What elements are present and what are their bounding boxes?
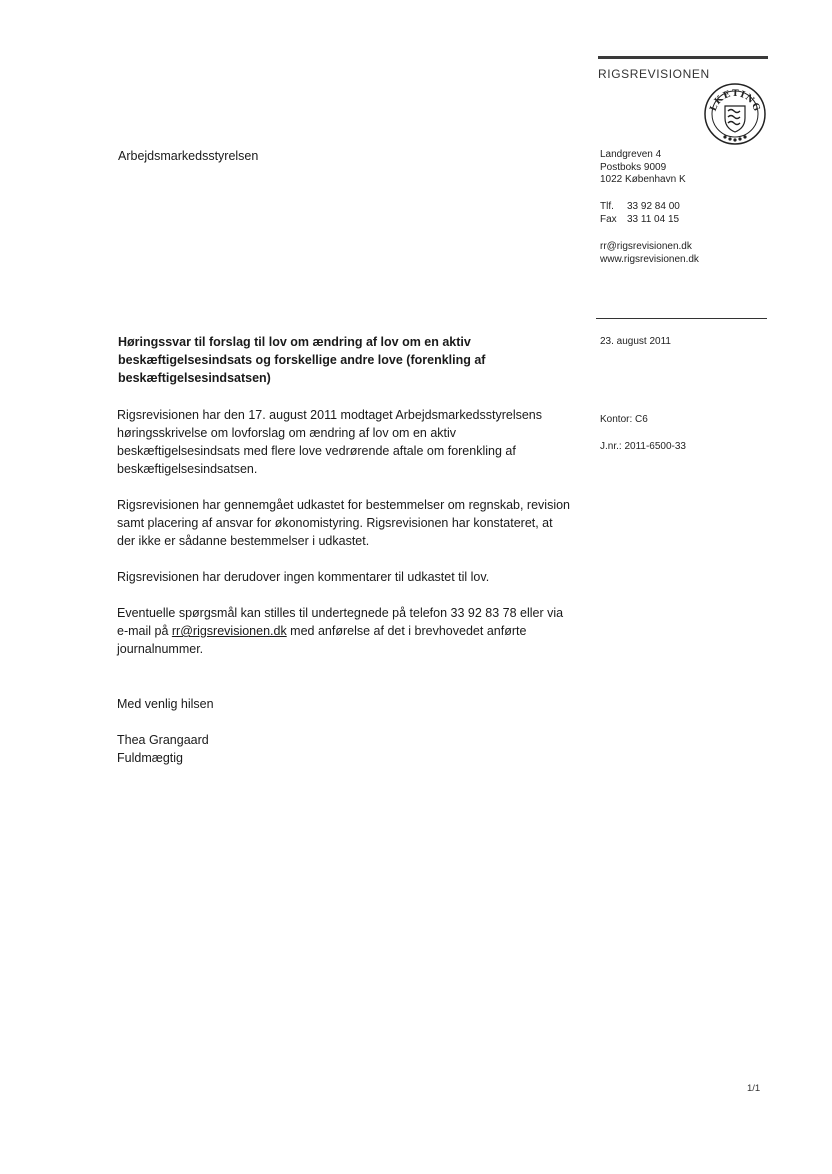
phone-line bbox=[600, 201, 680, 214]
contact-email-link[interactable]: rr@rigsrevisionen.dk bbox=[171, 624, 287, 638]
sender-online bbox=[600, 241, 699, 266]
body-paragraph-2: Rigsrevisionen har gennemgået udkastet for bestemmelser om regnskab, revision samt placering af ansvar for økonomistyring. Rigsrevisionen har konstateret, at der ikke er sådanne bestemmelser i udkastet. bbox=[117, 498, 571, 548]
sender-address bbox=[600, 149, 686, 187]
sidebar-rule bbox=[596, 318, 767, 319]
closing-greeting: Med venlig hilsen bbox=[117, 697, 214, 711]
phone-number: 33 92 84 00 bbox=[627, 201, 680, 212]
signer-title: Fuldmægtig bbox=[117, 751, 183, 765]
contact-text-before: Eventuelle spørgsmål kan stilles til undertegnede på telefon 33 92 83 78 eller via e-mail på bbox=[117, 606, 564, 638]
address-pobox: Postboks 9009 bbox=[600, 161, 667, 173]
letter-date: 23. august 2011 bbox=[600, 336, 671, 347]
contact-text-after: med anførelse af det i brevhovedet anførte journalnummer. bbox=[117, 624, 527, 656]
sender-website[interactable]: www.rigsrevisionen.dk bbox=[600, 253, 699, 265]
org-name: RIGSREVISIONEN bbox=[598, 67, 710, 81]
office-ref: Kontor: C6 bbox=[600, 414, 648, 425]
address-city: 1022 København K bbox=[600, 174, 686, 185]
fax-line bbox=[600, 214, 680, 227]
letterhead-rule bbox=[598, 56, 768, 59]
letter-subject: Høringssvar til forslag til lov om ændring af lov om en aktiv beskæftigelsesindsats og forskellige andre love (forenkling af beskæftigelsesindsatsen) bbox=[118, 335, 486, 385]
address-street: Landgreven 4 bbox=[600, 149, 662, 160]
body-paragraph-1: Rigsrevisionen har den 17. august 2011 modtaget Arbejdsmarkedsstyrelsens høringsskrivelse om lovforslag om ændring af lov om en aktiv beskæftigelsesindsats med flere love vedrørende aftale om forenkling af beskæftigelsesindsatsen. bbox=[117, 408, 543, 476]
svg-text:FOLKETINGET: LKETING bbox=[708, 88, 762, 114]
folketinget-seal-icon bbox=[703, 82, 767, 146]
body-paragraph-3: Rigsrevisionen har derudover ingen kommentarer til udkastet til lov. bbox=[117, 570, 490, 584]
journal-number: J.nr.: 2011-6500-33 bbox=[600, 441, 686, 452]
phone-label: Tlf. bbox=[600, 201, 614, 212]
body-paragraph-4 bbox=[117, 604, 572, 658]
signer-name: Thea Grangaard bbox=[117, 733, 209, 747]
fax-label: Fax bbox=[600, 213, 617, 225]
fax-number: 33 11 04 15 bbox=[627, 213, 680, 225]
page-number: 1/1 bbox=[747, 1083, 761, 1094]
sender-contact bbox=[600, 201, 680, 226]
sender-email[interactable]: rr@rigsrevisionen.dk bbox=[600, 241, 692, 252]
recipient-name: Arbejdsmarkedsstyrelsen bbox=[118, 149, 259, 163]
